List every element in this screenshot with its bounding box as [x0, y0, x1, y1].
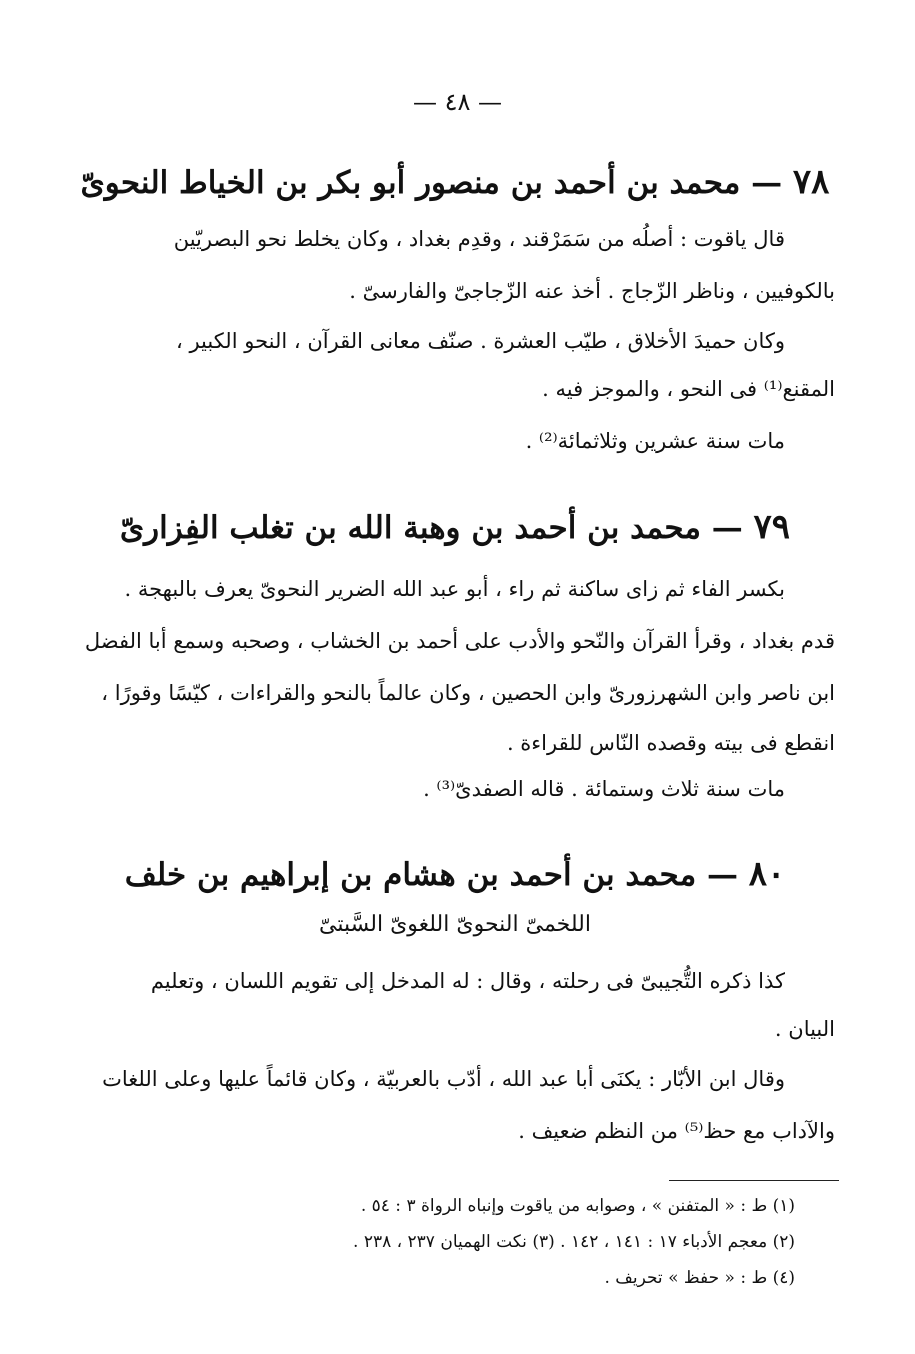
- entry-79-heading: [60, 505, 850, 550]
- entry-79-line-3: ابن ناصر وابن الشهرزورىّ وابن الحصين ، وكان عالماً بالنحو والقراءات ، كيّسًا وقورًا ،: [101, 681, 835, 705]
- entry-78-line-1: قال ياقوت : أصلُه من سَمَرْقند ، وقدِم بغداد ، وكان يخلط نحو البصريّين: [173, 227, 785, 251]
- entry-79-number: ٧٩: [753, 507, 791, 547]
- entry-80-number: ٨٠: [748, 854, 786, 894]
- entry-79-title: — محمد بن أحمد بن وهبة الله بن تغلب الفِزارىّ: [119, 510, 743, 546]
- entry-79-line-4: انقطع فى بيته وقصده النّاس للقراءة .: [506, 731, 835, 755]
- entry-80-title: — محمد بن أحمد بن هشام بن إبراهيم بن خلف: [124, 857, 738, 893]
- entry-79-line-2: قدم بغداد ، وقرأ القرآن والنّحو والأدب على أحمد بن الخشاب ، وصحبه وسمع أبا الفضل: [84, 629, 835, 653]
- entry-79-line-1: بكسر الفاء ثم زاى ساكنة ثم راء ، أبو عبد الله الضرير النحوىّ يعرف بالبهجة .: [124, 577, 785, 601]
- entry-80-subtitle: اللخمىّ النحوىّ اللغوىّ السَّبتىّ: [319, 912, 591, 937]
- entry-78-line-3: وكان حميدَ الأخلاق ، طيّب العشرة . صنّف معانى القرآن ، النحو الكبير ،: [176, 329, 785, 353]
- page-number: — ٤٨ —: [412, 88, 503, 116]
- entry-78-heading: [60, 160, 850, 205]
- footnote-divider: [669, 1180, 839, 1181]
- entry-78-title: — محمد بن أحمد بن منصور أبو بكر بن الخياط النحوىّ: [80, 165, 783, 201]
- entry-80-line-3: وقال ابن الأبّار : يكنَى أبا عبد الله ، أدّب بالعربيّة ، وكان قائماً عليها وعلى اللغات: [102, 1067, 785, 1091]
- footnote-2-3: (٢) معجم الأدباء ١٧ : ١٤١ ، ١٤٢ . (٣) نكت الهميان ٢٣٧ ، ٢٣٨ .: [353, 1232, 795, 1252]
- entry-78-line-4: المقنع⁽¹⁾ فى النحو ، والموجز فيه .: [542, 377, 835, 401]
- entry-78-number: ٧٨: [792, 162, 830, 202]
- footnote-1: (١) ط : « المتفنن » ، وصوابه من ياقوت وإنباه الرواة ٣ : ٥٤ .: [360, 1196, 795, 1216]
- entry-80-line-1: كذا ذكره التُّجيبىّ فى رحلته ، وقال : له المدخل إلى تقويم اللسان ، وتعليم: [150, 969, 785, 993]
- entry-78-line-5: مات سنة عشرين وثلاثمائة⁽²⁾ .: [525, 429, 785, 453]
- footnote-4: (٤) ط : « حفظ » تحريف .: [604, 1268, 795, 1288]
- entry-78-line-2: بالكوفيين ، وناظر الزّجاج . أخذ عنه الزّجاجىّ والفارسىّ .: [349, 279, 835, 303]
- entry-80-line-4: والآداب مع حظ⁽⁵⁾ من النظم ضعيف .: [518, 1119, 835, 1143]
- entry-80-heading: [60, 852, 850, 897]
- entry-80-line-2: البيان .: [774, 1017, 835, 1041]
- entry-79-line-5: مات سنة ثلاث وستمائة . قاله الصفدىّ⁽³⁾ .: [423, 777, 785, 801]
